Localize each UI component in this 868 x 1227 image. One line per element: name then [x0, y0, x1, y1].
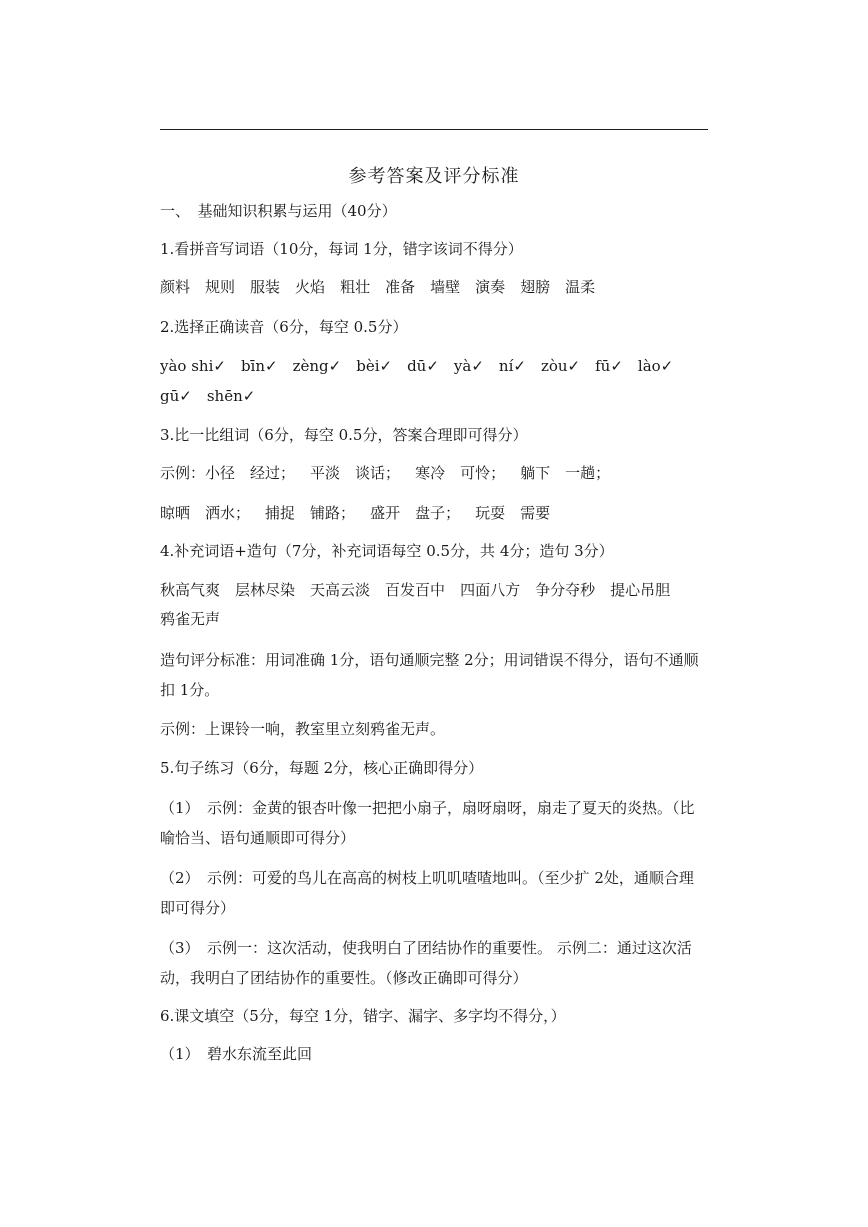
q5-item-1: （1） 示例：金黄的银杏叶像一把把小扇子，扇呀扇呀，扇走了夏天的炎热。（比喻恰当、语句通顺即可得分）	[160, 799, 695, 847]
q6-heading: 6.课文填空（5分，每空 1分，错字、漏字、多字均不得分，）	[160, 1007, 566, 1025]
answer-word: 谈话；	[355, 464, 401, 482]
idiom-answer: 争分夺秒	[535, 581, 596, 599]
answer-word: 示例：小径	[160, 464, 236, 482]
answer-word: 平淡	[310, 464, 341, 482]
pinyin-answer: bīn✓	[240, 357, 278, 375]
answer-word: 火焰	[295, 278, 326, 296]
q5-heading: 5.句子练习（6分，每题 2分，核心正确即得分）	[160, 759, 484, 777]
pinyin-answer: yà✓	[453, 357, 484, 375]
answer-word: 一趟；	[565, 464, 611, 482]
idiom-answer: 天高云淡	[310, 581, 371, 599]
pinyin-answer: lào✓	[637, 357, 674, 375]
answer-word: 铺路；	[310, 504, 356, 522]
idiom-answer-last: 鸦雀无声	[160, 610, 221, 628]
answer-word: 准备	[385, 278, 416, 296]
idiom-answer: 百发百中	[385, 581, 446, 599]
idiom-answer: 四面八方	[460, 581, 521, 599]
q4-idioms	[160, 580, 685, 600]
answer-word: 盘子；	[415, 504, 461, 522]
q2-heading: 2.选择正确读音（6分，每空 0.5分）	[160, 318, 408, 336]
q5-item-3: （3） 示例一：这次活动，使我明白了团结协作的重要性。 示例二：通过这次活动，我明白了团结协作的重要性。（修改正确即可得分）	[160, 939, 692, 987]
pinyin-answer: gū✓	[160, 387, 192, 405]
pinyin-answer: fū✓	[595, 357, 623, 375]
header-rule	[160, 129, 708, 130]
pinyin-answer: ní✓	[498, 357, 526, 375]
pinyin-answer: zèng✓	[292, 357, 342, 375]
answer-word: 需要	[520, 504, 551, 522]
q1-answers	[160, 277, 610, 297]
idiom-answer: 层林尽染	[235, 581, 296, 599]
q4-criteria: 造句评分标准：用词准确 1分，语句通顺完整 2分；用词错误不得分，语句不通顺扣 1分。	[160, 651, 699, 699]
pinyin-answer: dū✓	[407, 357, 439, 375]
answer-word: 玩耍	[475, 504, 506, 522]
answer-word: 演奏	[475, 278, 506, 296]
q5-item-2: （2） 示例：可爱的鸟儿在高高的树枝上叽叽喳喳地叫。（至少扩 2处，通顺合理即可得分）	[160, 869, 694, 917]
answer-word: 颜料	[160, 278, 191, 296]
answer-word: 盛开	[370, 504, 401, 522]
pinyin-answer: zòu✓	[540, 357, 581, 375]
answer-word: 可怜；	[460, 464, 506, 482]
answer-word: 规则	[205, 278, 236, 296]
answer-word: 晾晒	[160, 504, 191, 522]
answer-word: 粗壮	[340, 278, 371, 296]
idiom-answer: 提心吊胆	[610, 581, 671, 599]
section-heading: 一、 基础知识积累与运用（40分）	[160, 202, 397, 220]
q6-item-1: （1） 碧水东流至此回	[160, 1045, 313, 1063]
q3-heading: 3.比一比组词（6分，每空 0.5分，答案合理即可得分）	[160, 426, 528, 444]
answer-word: 寒冷	[415, 464, 446, 482]
q4-example: 示例：上课铃一响，教室里立刻鸦雀无声。	[160, 720, 446, 738]
answer-word: 温柔	[565, 278, 596, 296]
q2-answers-row2	[160, 386, 270, 406]
q4-heading: 4.补充词语+造句（7分，补充词语每空 0.5分，共 4分；造句 3分）	[160, 542, 614, 560]
pinyin-answer: shēn✓	[206, 387, 256, 405]
answer-word: 服装	[250, 278, 281, 296]
q3-answers-row1	[160, 463, 625, 483]
answer-word: 翅膀	[520, 278, 551, 296]
answer-word: 墙壁	[430, 278, 461, 296]
answer-word: 洒水；	[205, 504, 251, 522]
q1-heading: 1.看拼音写词语（10分，每词 1分，错字该词不得分）	[160, 240, 523, 258]
answer-word: 捕捉	[265, 504, 296, 522]
answer-word: 躺下	[520, 464, 551, 482]
q2-answers-row1	[160, 356, 688, 376]
pinyin-answer: bèi✓	[356, 357, 393, 375]
q3-answers-row2	[160, 503, 565, 523]
pinyin-answer: yào shi✓	[160, 357, 226, 375]
idiom-answer: 秋高气爽	[160, 581, 221, 599]
answer-word: 经过；	[250, 464, 296, 482]
page-title: 参考答案及评分标准	[348, 166, 520, 187]
